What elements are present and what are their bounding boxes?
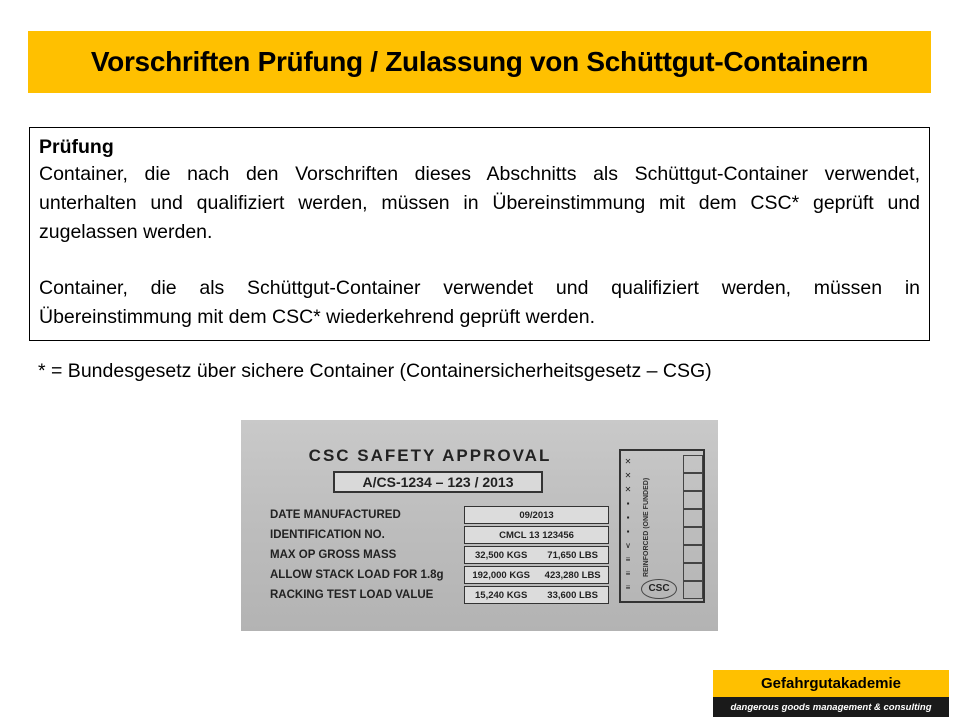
plate-approval-number: A/CS-1234 – 123 / 2013 [333, 471, 543, 493]
plate-row-value: 192,000 KGS 423,280 LBS [464, 566, 609, 584]
plate-row-value: 32,500 KGS 71,650 LBS [464, 546, 609, 564]
plate-inspection-box [683, 581, 703, 599]
plate-row-label: IDENTIFICATION NO. [270, 529, 385, 541]
logo-name: Gefahrgutakademie [713, 670, 949, 697]
logo-tagline: dangerous goods management & consulting [730, 702, 932, 713]
plate-row-label: RACKING TEST LOAD VALUE [270, 589, 434, 601]
plate-inspection-box [683, 563, 703, 581]
plate-marks-column: ✕ ✕ ✕ ▪ ▪ ▪ ∨ ≡ ≡ ≡ [624, 457, 632, 592]
plate-inspection-box [683, 455, 703, 473]
plate-inspection-box [683, 491, 703, 509]
company-logo [713, 670, 949, 717]
plate-title: CSC SAFETY APPROVAL [308, 446, 552, 465]
box-paragraph-1: Container, die nach den Vorschriften dieses Abschnitts als Schüttgut-Container verwendet, unterhalten und qualifiziert werden, müssen in Übereinstimmung mit dem CSC* geprüft und zugelassen werden. [39, 163, 920, 243]
plate-inspection-box [683, 527, 703, 545]
plate-row-value: 09/2013 [464, 506, 609, 524]
plate-inspection-box [683, 545, 703, 563]
plate-row-label: DATE MANUFACTURED [270, 509, 401, 521]
plate-row-value: CMCL 13 123456 [464, 526, 609, 544]
page-title: Vorschriften Prüfung / Zulassung von Schüttgut-Containern [90, 46, 869, 77]
plate-inspection-box [683, 473, 703, 491]
csc-plate-image [241, 420, 718, 631]
info-box [29, 127, 930, 341]
title-bar [28, 31, 931, 93]
plate-inspection-box [683, 509, 703, 527]
csc-logo: CSC [641, 579, 677, 599]
plate-row-label: ALLOW STACK LOAD FOR 1.8g [270, 569, 444, 581]
footnote: * = Bundesgesetz über sichere Container (Containersicherheitsgesetz – CSG) [38, 360, 712, 382]
plate-row-value: 15,240 KGS 33,600 LBS [464, 586, 609, 604]
box-heading: Prüfung [39, 136, 114, 158]
plate-side-text: REINFORCED (ONE FUNDED) [643, 477, 650, 577]
box-paragraph-2: Container, die als Schüttgut-Container verwendet und qualifiziert werden, müssen in Übereinstimmung mit dem CSC* wiederkehrend geprüft werden. [39, 277, 920, 328]
plate-side-panel [619, 449, 705, 603]
plate-row-label: MAX OP GROSS MASS [270, 549, 397, 561]
